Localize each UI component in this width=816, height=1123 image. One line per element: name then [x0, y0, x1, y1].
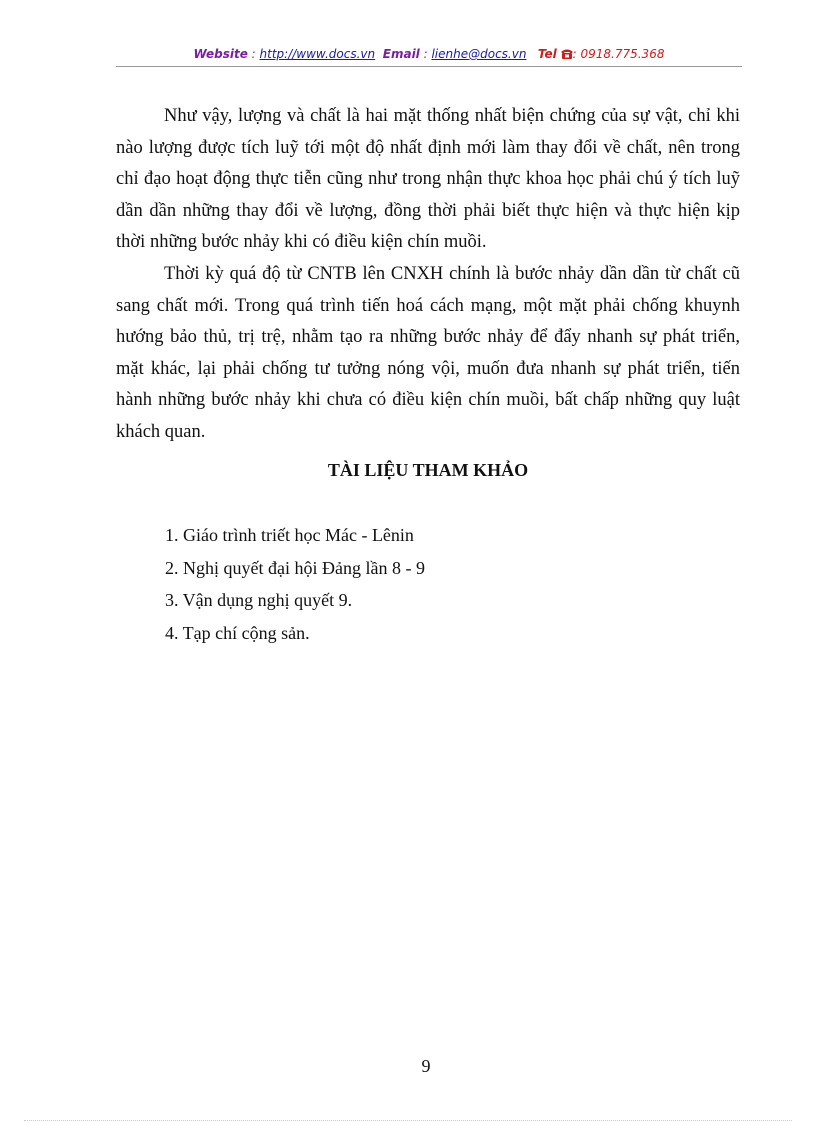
references-heading: TÀI LIỆU THAM KHẢO	[327, 460, 529, 480]
list-item: 4. Tạp chí cộng sản.	[165, 622, 310, 643]
body-text	[116, 101, 740, 449]
list-item: 3. Vận dụng nghị quyết 9.	[165, 590, 353, 610]
header-divider	[116, 66, 742, 67]
email-label: Email	[382, 47, 420, 61]
tel-label: Tel	[537, 47, 557, 61]
page-number: 9	[421, 1056, 431, 1076]
list-item: 1. Giáo trình triết học Mác - Lênin	[165, 525, 414, 545]
page-bottom-divider	[24, 1120, 792, 1121]
list-item: 2. Nghị quyết đại hội Đảng lần 8 - 9	[165, 557, 425, 578]
references-list	[165, 519, 425, 649]
paragraph: Thời kỳ quá độ từ CNTB lên CNXH chính là bước nhảy dần dần từ chất cũ sang chất mới. Trong quá trình tiến hoá cách mạng, một mặt phải chống khuynh hướng bảo thủ, trị trệ, nhằm tạo ra những bước nhảy để đẩy nhanh sự phát triển, mặt khác, lại phải chống tư tưởng nóng vội, muốn đưa nhanh sự phát triển, tiến hành những bước nhảy khi chưa có điều kiện chín muồi, bất chấp những quy luật khách quan.	[116, 263, 740, 442]
tel-value: : 0918.775.368	[572, 47, 665, 61]
website-label: Website	[193, 47, 248, 61]
website-separator: :	[247, 47, 260, 61]
paragraph: Như vậy, lượng và chất là hai mặt thống nhất biện chứng của sự vật, chỉ khi nào lượng được tích luỹ tới một độ nhất định mới làm thay đổi về chất, nên trong chỉ đạo hoạt động thực tiễn cũng như trong nhận thực khoa học phải chú ý tích luỹ dần dần những thay đổi về lượng, đồng thời phải biết thực hiện và thực hiện kịp thời những bước nhảy khi có điều kiện chín muồi.	[116, 106, 740, 253]
email-link[interactable]: lienhe@docs.vn	[431, 47, 527, 61]
page-header	[116, 47, 742, 65]
email-separator: :	[419, 47, 432, 61]
website-link[interactable]: http://www.docs.vn	[259, 47, 376, 61]
phone-icon	[561, 48, 573, 62]
